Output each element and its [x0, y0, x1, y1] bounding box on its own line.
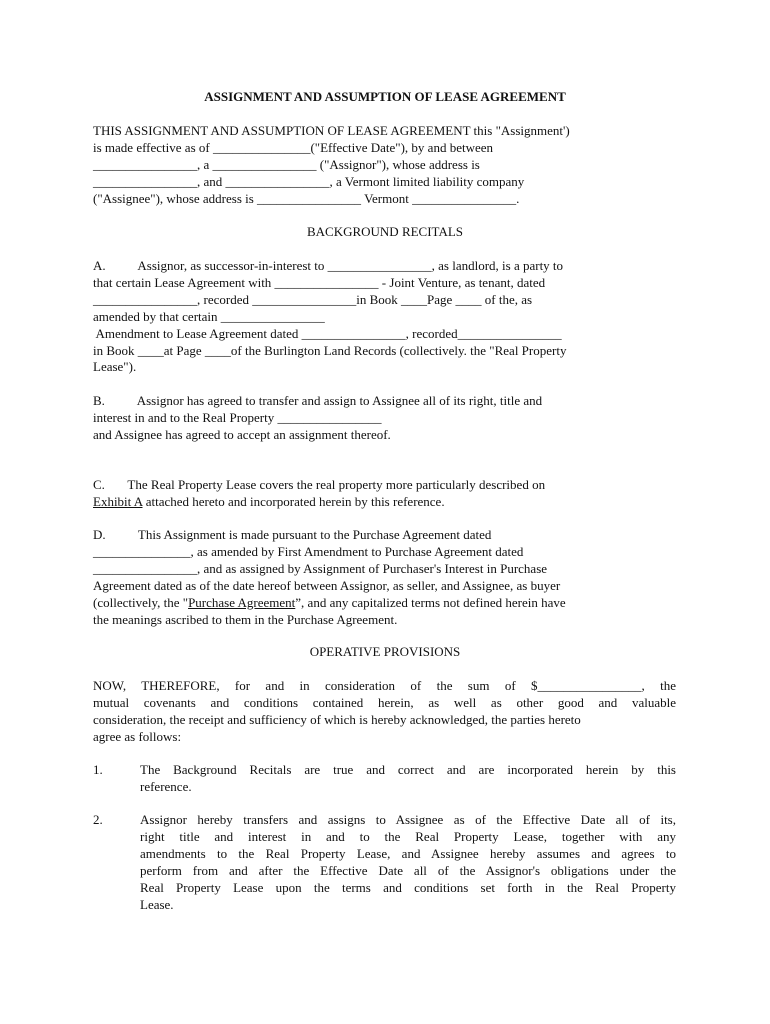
- intro-line: is made effective as of _______________("Effective Date"), by and between: [93, 140, 493, 155]
- intro-line: ________________, a ________________ ("Assignor"), whose address is: [93, 157, 480, 172]
- provision-line: Assignor hereby transfers and assigns to Assignee as of the Effective Date all of its,: [140, 812, 676, 827]
- recital-d-line: D. This Assignment is made pursuant to the Purchase Agreement dated: [93, 527, 492, 542]
- provision-line: right title and interest in and to the Real Property Lease, together with any: [140, 829, 676, 844]
- recital-b-line: and Assignee has agreed to accept an assignment thereof.: [93, 427, 391, 442]
- recital-d-line: [93, 594, 566, 611]
- recital-c-line: C. The Real Property Lease covers the real property more particularly described on: [93, 477, 546, 492]
- provision-number: 2.: [93, 812, 103, 827]
- recital-b-line: interest in and to the Real Property ________________: [93, 410, 382, 425]
- provision-line: The Background Recitals are true and correct and are incorporated herein by this: [140, 762, 676, 777]
- recital-c-line: [93, 493, 445, 510]
- recital-a-line: Lease").: [93, 359, 137, 374]
- recital-d-line: the meanings ascribed to them in the Purchase Agreement.: [93, 612, 398, 627]
- now-therefore-line: mutual covenants and conditions contained herein, as well as other good and valuable: [93, 695, 676, 710]
- now-therefore-line: agree as follows:: [93, 729, 182, 744]
- recital-d-text: ”, and any capitalized terms not defined herein have: [295, 595, 566, 610]
- background-recitals-heading: BACKGROUND RECITALS: [306, 224, 464, 239]
- provision-line: Lease.: [140, 897, 174, 912]
- now-therefore-line: NOW, THEREFORE, for and in consideration of the sum of $________________, the: [93, 678, 676, 693]
- provision-2-text: [140, 811, 676, 913]
- provision-line: amendments to the Real Property Lease, and Assignee hereby assumes and agrees to: [140, 846, 676, 861]
- provision-number: 1.: [93, 762, 103, 777]
- exhibit-a-reference: Exhibit A: [93, 494, 143, 509]
- recital-c-text: attached hereto and incorporated herein by this reference.: [142, 494, 445, 509]
- now-therefore-line: consideration, the receipt and sufficiency of which is hereby acknowledged, the parties hereto: [93, 712, 581, 727]
- recital-a-line: that certain Lease Agreement with ________________ - Joint Venture, as tenant, dated: [93, 275, 546, 290]
- document-title: ASSIGNMENT AND ASSUMPTION OF LEASE AGREEMENT: [204, 89, 566, 104]
- recital-d-text: (collectively, the ": [93, 595, 189, 610]
- recital-d-line: ________________, and as assigned by Assignment of Purchaser's Interest in Purchase: [93, 561, 548, 576]
- provision-line: Real Property Lease upon the terms and conditions set forth in the Real Property: [140, 880, 676, 895]
- purchase-agreement-reference: Purchase Agreement: [188, 595, 296, 610]
- intro-line: ("Assignee"), whose address is ________________ Vermont ________________.: [93, 191, 520, 206]
- recital-a-line: ________________, recorded ________________in Book ____Page ____ of the, as: [93, 292, 533, 307]
- recital-a-line: in Book ____at Page ____of the Burlington Land Records (collectively. the "Real Property: [93, 343, 567, 358]
- operative-provisions-heading: OPERATIVE PROVISIONS: [309, 644, 461, 659]
- recital-d-line: Agreement dated as of the date hereof between Assignor, as seller, and Assignee, as buyer: [93, 578, 561, 593]
- provision-line: perform from and after the Effective Date all of the Assignor's obligations under the: [140, 863, 676, 878]
- provision-1-text: [140, 761, 676, 795]
- recital-a-line: Amendment to Lease Agreement dated ________________, recorded________________: [93, 326, 562, 341]
- intro-line: ________________, and ________________, a Vermont limited liability company: [93, 174, 525, 189]
- recital-a-line: amended by that certain ________________: [93, 309, 325, 324]
- intro-line: THIS ASSIGNMENT AND ASSUMPTION OF LEASE AGREEMENT this "Assignment'): [93, 123, 570, 138]
- recital-a-line: A. Assignor, as successor-in-interest to ________________, as landlord, is a party to: [93, 258, 564, 273]
- provision-line: reference.: [140, 779, 192, 794]
- recital-b-line: B. Assignor has agreed to transfer and assign to Assignee all of its right, title and: [93, 393, 543, 408]
- recital-d-line: _______________, as amended by First Amendment to Purchase Agreement dated: [93, 544, 524, 559]
